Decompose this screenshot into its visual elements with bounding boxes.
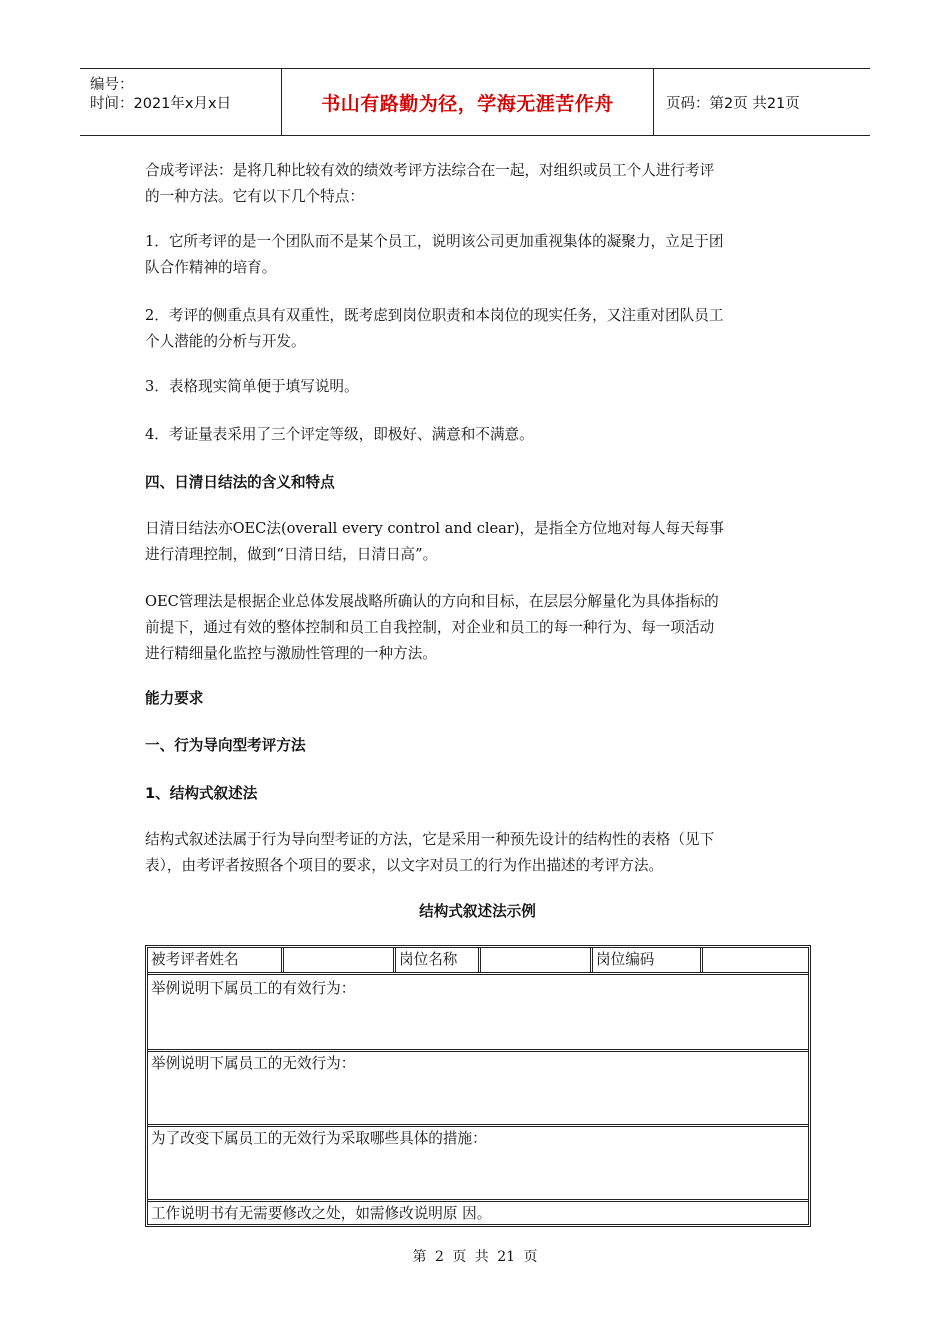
code-label: 岗位编码 [596,951,655,968]
paragraph-structured-narrative: 结构式叙述法属于行为导向型考证的方法，它是采用一种预先设计的结构性的表格（见下 表），由考评者按照各个项目的要求，以文字对员工的行为作出描述的考评方法。 [145,831,715,874]
paragraph-composite-method: 合成考评法：是将几种比较有效的绩效考评方法综合在一起，对组织或员工个人进行考评 的一种方法。它有以下几个特点： [145,162,715,205]
page-header [80,68,870,136]
paragraph-feature-1: 1．它所考评的是一个团队而不是某个员工，说明该公司更加重视集体的凝聚力，立足于团 队合作精神的培育。 [145,233,724,276]
ineffective-behavior-field[interactable] [148,1052,808,1127]
serial-label: 编号： [90,77,134,93]
table-caption: 结构式叙述法示例 [419,903,536,920]
position-label: 岗位名称 [399,951,458,968]
heading-structured-narrative: 1、结构式叙述法 [145,785,258,802]
name-value-field[interactable] [284,948,393,972]
effective-behavior-field[interactable] [148,977,808,1052]
paragraph-feature-4: 4．考证量表采用了三个评定等级，即极好、满意和不满意。 [145,426,534,443]
corrective-measures-label: 为了改变下属员工的无效行为采取哪些具体的措施： [151,1130,487,1147]
header-motto-cell [282,69,654,135]
header-meta [80,69,282,135]
time-label: 时间：2021年x月x日 [90,96,232,112]
heading-behavior-oriented: 一、行为导向型考评方法 [145,737,306,754]
paragraph-oec-management: OEC管理法是根据企业总体发展战略所确认的方向和目标，在层层分解量化为具体指标的 前提下，通过有效的整体控制和员工自我控制，对企业和员工的每一种行为、每一项活动 进行精细量化监控与激励性管理的一种方法。 [145,593,719,662]
corrective-measures-field[interactable] [148,1127,808,1202]
effective-behavior-label: 举例说明下属员工的有效行为： [151,980,356,997]
name-label: 被考评者姓名 [151,951,239,968]
paragraph-feature-3: 3．表格现实简单便于填写说明。 [145,378,359,395]
page-footer: 第 2 页 共 21 页 [412,1249,538,1265]
header-motto: 书山有路勤为径，学海无涯苦作舟 [321,92,614,115]
structured-narrative-form [145,945,811,1227]
paragraph-oec-definition: 日清日结法亦OEC法(overall every control and clear)，是指全方位地对每人每天每事 进行清理控制，做到“日清日结，日清日高”。 [145,520,724,563]
job-description-label: 工作说明书有无需要修改之处，如需修改说明原 因。 [151,1205,492,1222]
position-value-field[interactable] [481,948,590,972]
job-description-field[interactable] [148,1202,808,1226]
heading-ability-requirements: 能力要求 [145,690,204,707]
header-page-number: 页码：第2页 共21页 [666,95,800,112]
section-heading-oec: 四、日清日结法的含义和特点 [145,474,335,491]
form-header-row [148,948,808,975]
code-value-field[interactable] [703,948,808,972]
paragraph-feature-2: 2．考评的侧重点具有双重性，既考虑到岗位职责和本岗位的现实任务，又注重对团队员工 个人潜能的分析与开发。 [145,307,724,350]
ineffective-behavior-label: 举例说明下属员工的无效行为： [151,1055,356,1072]
